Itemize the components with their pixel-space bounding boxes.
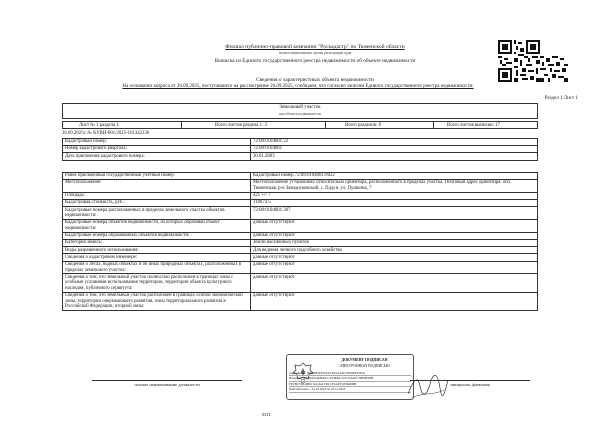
- table-row: [63, 232, 538, 239]
- row-value: 30.01.2003: [251, 153, 538, 160]
- row-value: данные отсутствуют: [251, 232, 538, 239]
- header-basis: На основании запроса от 26.09.2025, поступившего на рассмотрение 26.09.2025, сообщаем, что согласно записям Единого государственного реестра недвижимости:: [122, 84, 474, 89]
- table-row: [63, 153, 538, 160]
- row-value: данные отсутствуют: [251, 254, 538, 261]
- header-org-sub: полное наименование органа регистрации прав: [278, 51, 352, 55]
- table-row: [63, 240, 538, 247]
- row-value: данные отсутствуют: [251, 220, 538, 233]
- table-row: [63, 192, 538, 199]
- row-label: Сведения о кадастровом инженере:: [63, 254, 251, 261]
- row-label: Площадь:: [63, 192, 251, 199]
- row-label: Кадастровая стоимость, руб.:: [63, 200, 251, 207]
- seal-place-label: М.П.: [262, 412, 272, 417]
- row-value: Местоположение установлено относительно ориентира, расположенного в пределах участка. Почтовый адрес ориентира: обл. Тюменская, р-н Заводоуковский, с. Падун, ул. Пушкина, 7: [251, 180, 538, 193]
- table-row: [63, 173, 538, 180]
- row-label: Номер кадастрового квартала:: [63, 146, 251, 153]
- row-label: Категория земель:: [63, 240, 251, 247]
- object-type-caption: вид объекта недвижимости: [279, 112, 321, 116]
- characteristics-table: [62, 172, 538, 311]
- qr-code-extension-icon: [540, 56, 568, 82]
- row-label: Кадастровый номер:: [63, 139, 251, 146]
- row-label: Местоположение:: [63, 180, 251, 193]
- header-extract: Выписка из Единого государственного реестра недвижимости об объекте недвижимости: [214, 58, 416, 64]
- row-label: Ранее присвоенный государственный учетный номер:: [63, 173, 251, 180]
- row-value: 72:08:0104001:22: [251, 139, 538, 146]
- stamp-row: Действителен: с 01.10.2024 по 25.12.2025: [289, 387, 411, 392]
- header-org: Филиал публично-правовой компании "Роскадастр" по Тюменской области: [225, 44, 405, 50]
- table-row: [63, 200, 538, 207]
- stamp-line2: ЭЛЕКТРОННОЙ ПОДПИСЬЮ: [339, 364, 390, 368]
- stamp-row: Сертификат: 00D68E3ED3AAC9A0AA2F1F9998EE0DA: [289, 371, 411, 376]
- row-value: Земли населенных пунктов: [251, 240, 538, 247]
- handwritten-signature-icon: [404, 372, 450, 402]
- total-sheets: Всего листов выписки: 17: [447, 123, 500, 128]
- signature-name-label: инициалы, фамилия: [410, 380, 530, 387]
- table-row: [63, 180, 538, 193]
- row-value: данные отсутствуют: [251, 261, 538, 274]
- request-number: 26.09.2025г. № КУВИ-001/2025-161342236: [62, 131, 150, 136]
- row-value: 72:08:0104001: [251, 146, 538, 153]
- row-value: Кадастровый номер 72:08:0104001:0022: [251, 173, 538, 180]
- stamp-row: РЕГИСТРАЦИИ, КАДАСТРА И КАРТОГРАФИИ: [289, 382, 411, 387]
- table-row: [63, 292, 538, 310]
- table-row: [63, 254, 538, 261]
- stamp-row: Владелец: ФЕДЕРАЛЬНАЯ СЛУЖБА ГОСУДАРСТВЕННОЙ: [289, 376, 411, 381]
- sheet-info-row: [62, 121, 538, 129]
- row-value: данные отсутствуют: [251, 292, 538, 310]
- signature-position-label: полное наименование должности: [92, 380, 242, 387]
- table-row: [63, 146, 538, 153]
- row-value: Для ведения личного подсобного хозяйства: [251, 247, 538, 254]
- stamp-details: [289, 371, 411, 393]
- electronic-signature-stamp: [286, 354, 414, 400]
- row-label: Сведения о том, что земельный участок расположен в границах особой экономической зоны, территории опережающего развития, зоны территориального развития в Российской Федерации, игорной зоны:: [63, 292, 251, 310]
- row-value: 72:08:0104001:367: [251, 207, 538, 220]
- header-title: Сведения о характеристиках объекта недвижимости: [256, 77, 374, 83]
- row-label: Виды разрешенного использования:: [63, 247, 251, 254]
- row-label: Кадастровые номера расположенных в пределах земельного участка объектов недвижимости:: [63, 207, 251, 220]
- table-row: [63, 207, 538, 220]
- table-row: [63, 261, 538, 274]
- table-row: [63, 247, 538, 254]
- table-row: [63, 274, 538, 292]
- sheet-number: Лист № 1 раздела 1: [79, 123, 119, 128]
- table-row: [63, 139, 538, 146]
- object-type-box: [62, 103, 538, 119]
- row-label: Кадастровые номера образованных объектов недвижимости:: [63, 232, 251, 239]
- total-sections: Всего разделов: 8: [345, 123, 381, 128]
- cadastral-table: [62, 138, 538, 161]
- row-label: Дата присвоения кадастрового номера:: [63, 153, 251, 160]
- table-row: [63, 220, 538, 233]
- stamp-line1: ДОКУМЕНТ ПОДПИСАН: [341, 358, 388, 362]
- object-type: Земельный участок: [279, 105, 321, 110]
- row-label: Сведения о лесах, водных объектах и об иных природных объектах, расположенных в пределах земельного участка:: [63, 261, 251, 274]
- row-value: данные отсутствуют: [251, 274, 538, 292]
- section-number: Раздел 1 Лист 1: [544, 96, 578, 101]
- row-value: 425 +/- 7: [251, 192, 538, 199]
- row-label: Кадастровые номера объектов недвижимости, из которых образован объект недвижимости:: [63, 220, 251, 233]
- total-sheets-section: Всего листов раздела 1: 3: [215, 123, 267, 128]
- row-value: 110874.5: [251, 200, 538, 207]
- qr-code-icon: [498, 40, 540, 82]
- row-label: Сведения о том, что земельный участок полностью расположен в границах зоны с особыми условиями использования территории, территории объекта культурного наследия, публичного сервитута:: [63, 274, 251, 292]
